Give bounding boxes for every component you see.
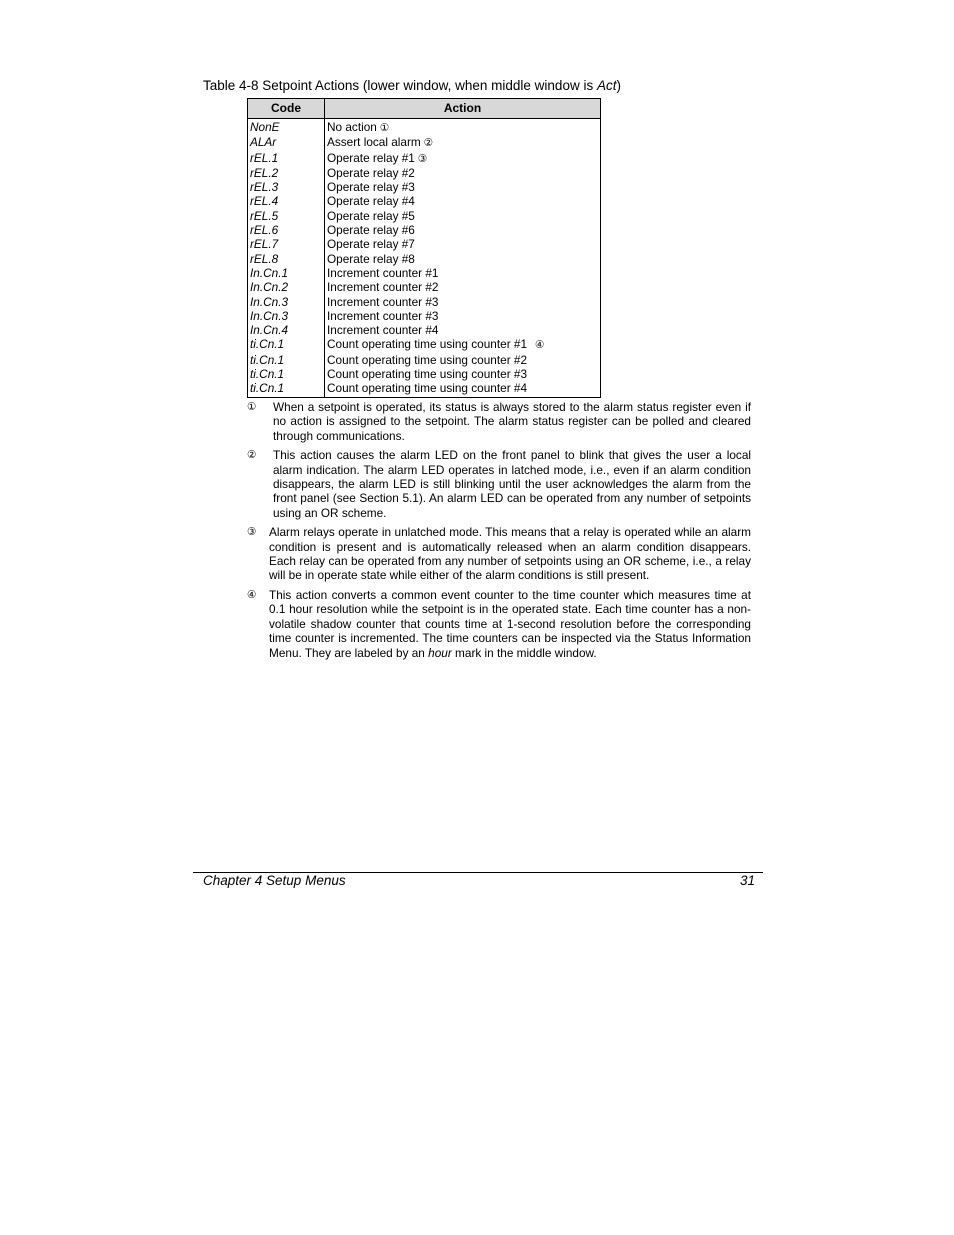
table-row xyxy=(248,119,601,136)
cell-action xyxy=(325,295,601,309)
footnote-4 xyxy=(247,588,751,660)
footnote-2 xyxy=(247,448,751,520)
cell-code: rEL.7 xyxy=(248,237,325,251)
action-text: Count operating time using counter #3 xyxy=(327,367,528,382)
table-row xyxy=(248,367,601,381)
cell-action xyxy=(325,252,601,266)
table-row xyxy=(248,337,601,352)
footnote-text: Alarm relays operate in unlatched mode. This means that a relay is operated while an alarm condition is present and is automatically released when an alarm condition disappears. Each relay can be operated from any number of setpoints using an OR scheme, i.e., a relay will be in operate state while either of the alarm conditions is still present. xyxy=(269,525,751,583)
table-row xyxy=(248,353,601,367)
cell-action xyxy=(325,209,601,223)
table-row xyxy=(248,135,601,150)
cell-code: NonE xyxy=(248,119,325,136)
caption-prefix: Table 4-8 Setpoint Actions (lower window, when middle window is xyxy=(203,78,597,93)
setpoint-actions-table xyxy=(247,98,601,398)
cell-action xyxy=(325,119,601,136)
cell-action xyxy=(325,135,601,150)
footnotes xyxy=(247,400,751,665)
action-text: Operate relay #3 xyxy=(327,180,415,195)
cell-code: In.Cn.3 xyxy=(248,309,325,323)
cell-action xyxy=(325,309,601,323)
action-text: Increment counter #2 xyxy=(327,280,439,295)
cell-code: In.Cn.2 xyxy=(248,280,325,294)
cell-action xyxy=(325,337,601,352)
cell-code: rEL.5 xyxy=(248,209,325,223)
action-text: Assert local alarm xyxy=(327,135,421,150)
action-text: Operate relay #6 xyxy=(327,223,415,238)
footnote-1 xyxy=(247,400,751,443)
table-row xyxy=(248,151,601,166)
cell-action xyxy=(325,323,601,337)
cell-action xyxy=(325,280,601,294)
cell-code: rEL.4 xyxy=(248,194,325,208)
header-action: Action xyxy=(325,99,601,119)
table-row xyxy=(248,280,601,294)
table-row xyxy=(248,223,601,237)
cell-action xyxy=(325,381,601,397)
cell-code: rEL.1 xyxy=(248,151,325,166)
cell-action xyxy=(325,166,601,180)
footnote-number: ③ xyxy=(247,526,257,539)
footer-chapter: Chapter 4 Setup Menus xyxy=(203,873,346,888)
action-text: Operate relay #8 xyxy=(327,251,415,266)
footnote-text-before: This action converts a common event counter to the time counter which measures time at 0.1 hour resolution while the setpoint is in the operated state. Each time counter has a non-volatile shadow counter that counts time at 1-second resolution before the corresponding time counter is incremented. The time counters can be inspected via the Status Information Menu. They are labeled by an xyxy=(269,587,751,660)
footnote-text-after: mark in the middle window. xyxy=(451,645,597,660)
footnote-number: ① xyxy=(247,401,257,413)
action-text: Count operating time using counter #1 xyxy=(327,337,528,352)
table-header-row xyxy=(248,99,601,119)
table-row xyxy=(248,237,601,251)
action-text: Operate relay #4 xyxy=(327,194,415,209)
action-text: Increment counter #4 xyxy=(327,323,439,338)
table-caption xyxy=(203,78,621,93)
table-row xyxy=(248,381,601,397)
cell-action xyxy=(325,266,601,280)
table-row xyxy=(248,209,601,223)
footnote-text: This action causes the alarm LED on the front panel to blink that gives the user a local alarm indication. The alarm LED operates in latched mode, i.e., even if an alarm condition disappears, the alarm LED is still blinking until the user acknowledges the alarm from the front panel (see Section 5.1). An alarm LED can be operated from any number of setpoints using an OR scheme. xyxy=(273,448,751,520)
cell-code: rEL.8 xyxy=(248,252,325,266)
table-row xyxy=(248,252,601,266)
cell-code: rEL.2 xyxy=(248,166,325,180)
cell-code: ti.Cn.1 xyxy=(248,353,325,367)
action-text: Operate relay #2 xyxy=(327,165,415,180)
cell-action xyxy=(325,367,601,381)
footnote-number: ④ xyxy=(247,588,257,601)
action-text: Count operating time using counter #2 xyxy=(327,352,528,367)
table-row xyxy=(248,180,601,194)
cell-code: In.Cn.3 xyxy=(248,295,325,309)
cell-code: rEL.3 xyxy=(248,180,325,194)
footnote-text: When a setpoint is operated, its status is always stored to the alarm status register even if no action is assigned to the setpoint. The alarm status register can be polled and cleared through communications. xyxy=(273,400,751,443)
table-row xyxy=(248,295,601,309)
table-body xyxy=(248,119,601,398)
footnote-number: ② xyxy=(247,449,257,462)
footnote-text xyxy=(269,588,751,660)
table-row xyxy=(248,266,601,280)
footnote-marker: ① xyxy=(379,122,390,134)
action-text: Increment counter #3 xyxy=(327,294,439,309)
cell-code: In.Cn.4 xyxy=(248,323,325,337)
page-number: 31 xyxy=(740,873,756,888)
action-text: Operate relay #1 xyxy=(327,150,415,165)
table-row xyxy=(248,166,601,180)
header-code: Code xyxy=(248,99,325,119)
cell-action xyxy=(325,151,601,166)
cell-action xyxy=(325,180,601,194)
footnote-marker: ② xyxy=(423,137,434,150)
cell-code: ALAr xyxy=(248,135,325,150)
caption-suffix: ) xyxy=(616,78,621,93)
cell-action xyxy=(325,223,601,237)
cell-code: In.Cn.1 xyxy=(248,266,325,280)
cell-code: rEL.6 xyxy=(248,223,325,237)
footnote-marker: ③ xyxy=(417,152,428,165)
action-text: Count operating time using counter #4 xyxy=(327,381,528,396)
footnote-text-italic: hour xyxy=(428,645,452,660)
action-text: Increment counter #1 xyxy=(327,265,439,280)
table-row xyxy=(248,194,601,208)
footnote-marker: ④ xyxy=(535,339,545,352)
cell-code: ti.Cn.1 xyxy=(248,367,325,381)
cell-action xyxy=(325,237,601,251)
action-text: Increment counter #3 xyxy=(327,308,439,323)
action-text: No action xyxy=(327,120,377,134)
cell-code: ti.Cn.1 xyxy=(248,381,325,397)
cell-action xyxy=(325,194,601,208)
action-text: Operate relay #7 xyxy=(327,237,415,252)
action-text: Operate relay #5 xyxy=(327,208,415,223)
table-row xyxy=(248,309,601,323)
caption-italic: Act xyxy=(596,78,617,93)
cell-code: ti.Cn.1 xyxy=(248,337,325,352)
table-row xyxy=(248,323,601,337)
cell-action xyxy=(325,353,601,367)
footnote-3 xyxy=(247,525,751,583)
